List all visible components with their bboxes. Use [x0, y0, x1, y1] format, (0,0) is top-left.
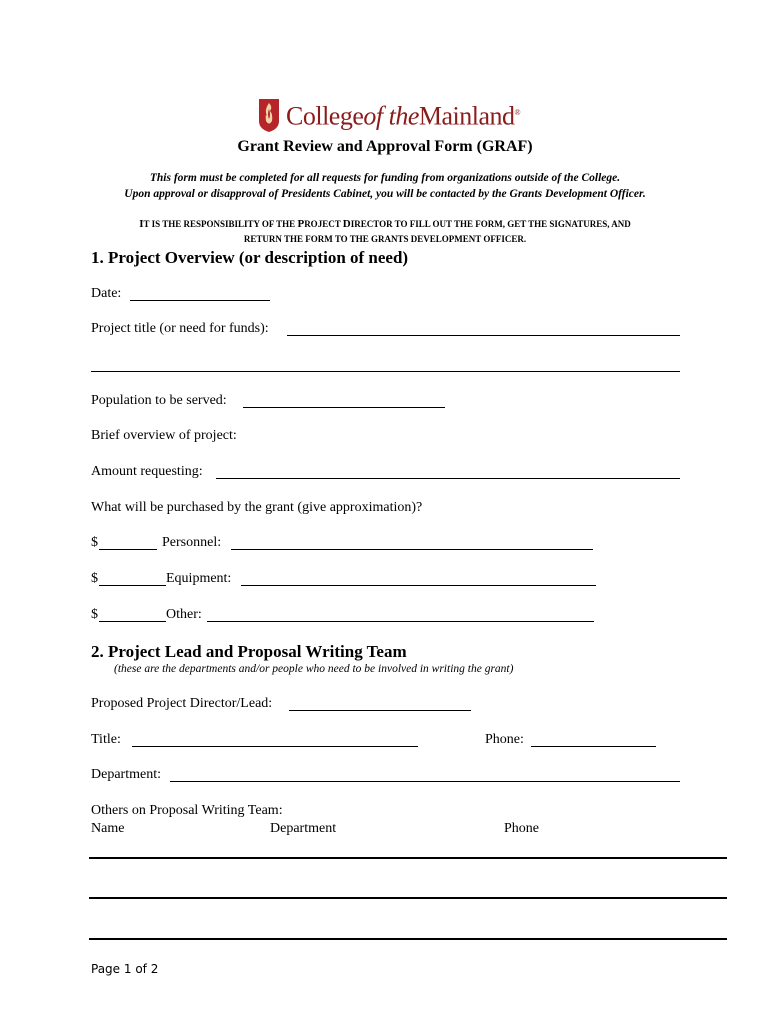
equipment-amount-field[interactable]: [99, 585, 166, 586]
logo-wordmark: Collegeof theMainland®: [286, 101, 521, 131]
section-1-heading: 1. Project Overview (or description of need): [91, 248, 409, 267]
title-label: Title:: [91, 732, 121, 747]
department-label: Department:: [91, 767, 161, 782]
others-label: Others on Proposal Writing Team:: [91, 803, 283, 818]
section-2-subtitle: (these are the departments and/or people who need to be involved in writing the grant): [114, 663, 514, 675]
amount-label: Amount requesting:: [91, 464, 203, 479]
page-number: Page 1 of 2: [91, 962, 159, 976]
project-title-label: Project title (or need for funds):: [91, 321, 269, 336]
population-label: Population to be served:: [91, 393, 227, 408]
director-label: Proposed Project Director/Lead:: [91, 696, 273, 711]
other-dollar: $: [91, 607, 98, 622]
other-field[interactable]: [207, 621, 594, 622]
responsibility-line-1: IT IS THE RESPONSIBILITY OF THE PROJECT DIRECTOR TO FILL OUT THE FORM, GET THE SIGNATURES, AND: [139, 218, 631, 230]
col-department-header: Department: [270, 821, 337, 836]
equipment-dollar: $: [91, 571, 98, 586]
project-title-field-continued[interactable]: [91, 371, 680, 372]
purchase-label: What will be purchased by the grant (give approximation)?: [91, 500, 423, 515]
population-field[interactable]: [243, 407, 445, 408]
col-phone-header: Phone: [504, 821, 539, 836]
personnel-dollar: $: [91, 535, 98, 550]
team-row-3-line[interactable]: [89, 938, 727, 940]
flame-shield-icon: [258, 97, 280, 133]
col-name-header: Name: [91, 821, 125, 836]
intro-line-1: This form must be completed for all requests for funding from organizations outside of the College.: [149, 172, 621, 184]
personnel-field[interactable]: [231, 549, 593, 550]
director-field[interactable]: [289, 710, 471, 711]
project-title-field[interactable]: [287, 335, 680, 336]
department-field[interactable]: [170, 781, 680, 782]
date-label: Date:: [91, 286, 122, 301]
amount-field[interactable]: [216, 478, 680, 479]
equipment-field[interactable]: [241, 585, 596, 586]
intro-line-2: Upon approval or disapproval of Presidents Cabinet, you will be contacted by the Grants Development Officer.: [124, 188, 646, 200]
team-row-2-line[interactable]: [89, 897, 727, 899]
personnel-amount-field[interactable]: [99, 549, 157, 550]
overview-label: Brief overview of project:: [91, 428, 237, 443]
phone-field[interactable]: [531, 746, 656, 747]
title-field[interactable]: [132, 746, 418, 747]
section-2-heading: 2. Project Lead and Proposal Writing Team: [91, 642, 407, 661]
college-logo: [258, 95, 520, 135]
equipment-label: Equipment:: [166, 571, 232, 586]
team-row-1-line[interactable]: [89, 857, 727, 859]
other-label: Other:: [166, 607, 202, 622]
date-field[interactable]: [130, 300, 270, 301]
personnel-label: Personnel:: [162, 535, 222, 550]
phone-label: Phone:: [485, 732, 524, 747]
responsibility-line-2: RETURN THE FORM TO THE GRANTS DEVELOPMENT OFFICER.: [243, 234, 527, 244]
other-amount-field[interactable]: [99, 621, 166, 622]
form-title: Grant Review and Approval Form (GRAF): [237, 138, 533, 155]
